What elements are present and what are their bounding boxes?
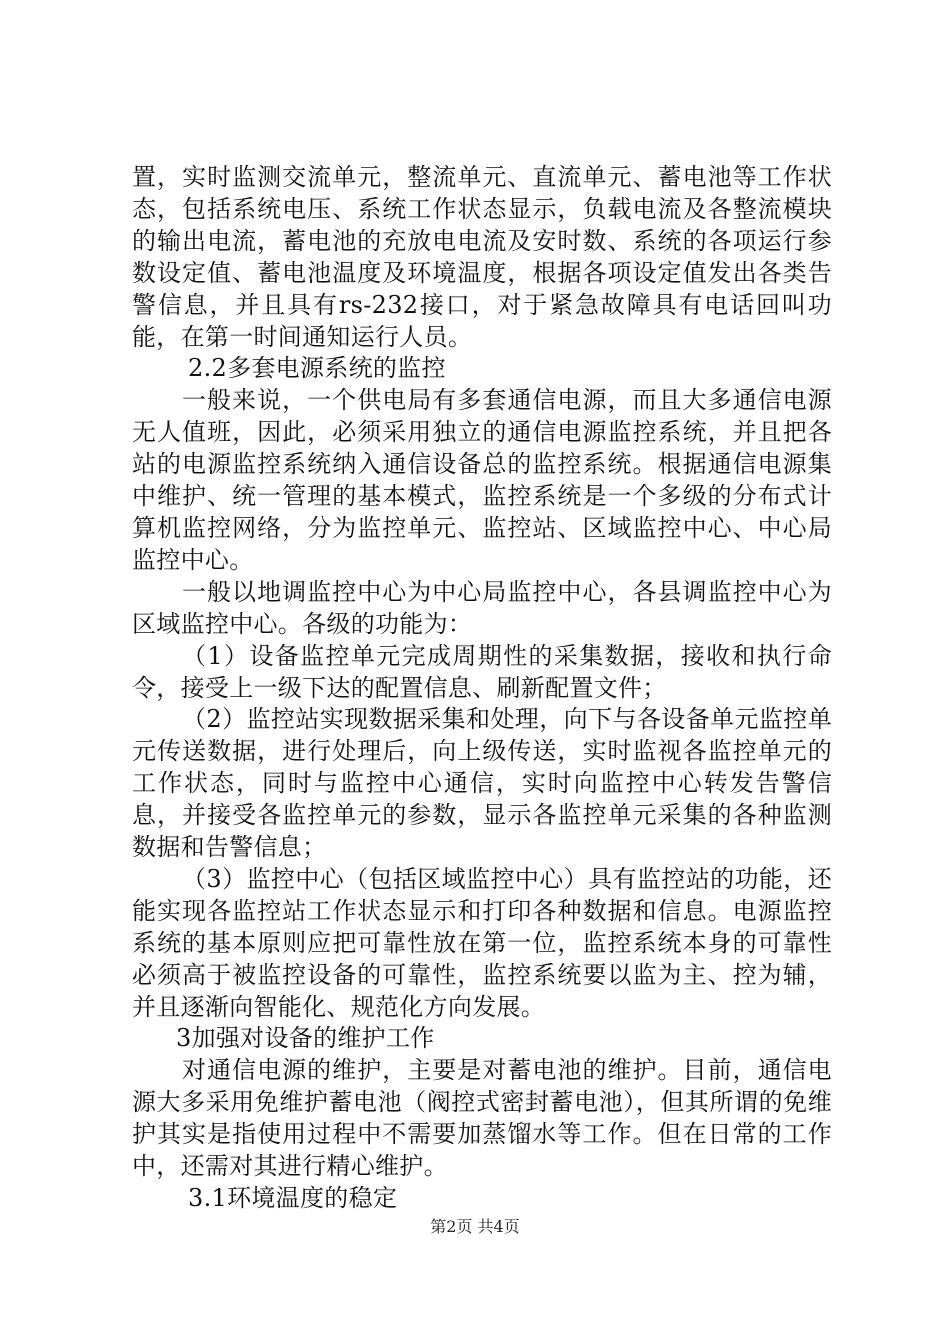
list-item: （1）设备监控单元完成周期性的采集数据，接收和执行命令，接受上一级下达的配置信息、刷新配置文件； bbox=[132, 641, 832, 702]
paragraph: 对通信电源的维护，主要是对蓄电池的维护。目前，通信电源大多采用免维护蓄电池（阀控式密封蓄电池），但其所谓的免维护其实是指使用过程中不需要加蒸馏水等工作。但在日常的工作中，还需对其进行精心维护。 bbox=[132, 1056, 832, 1181]
section-heading-3-1: 3.1环境温度的稳定 bbox=[188, 1184, 398, 1212]
page-number-footer: 第2页 共4页 bbox=[430, 1217, 520, 1236]
section-heading-3: 3加强对设备的维护工作 bbox=[176, 1024, 435, 1053]
section-heading-2-2: 2.2多套电源系统的监控 bbox=[188, 354, 446, 383]
paragraph-continued: 置，实时监测交流单元，整流单元、直流单元、蓄电池等工作状态，包括系统电压、系统工作状态显示，负载电流及各整流模块的输出电流，蓄电池的充放电电流及安时数、系统的各项运行参数设定值、蓄电池温度及环境温度，根据各项设定值发出各类告警信息，并且具有rs-232接口，对于紧急故障具有电话回叫功能，在第一时间通知运行人员。 bbox=[132, 163, 832, 351]
document-body bbox=[132, 162, 832, 1215]
paragraph: 一般来说，一个供电局有多套通信电源，而且大多通信电源无人值班，因此，必须采用独立的通信电源监控系统，并且把各站的电源监控系统纳入通信设备总的监控系统。根据通信电源集中维护、统一管理的基本模式，监控系统是一个多级的分布式计算机监控网络，分为监控单元、监控站、区域监控中心、中心局监控中心。 bbox=[132, 386, 832, 574]
list-item: （2）监控站实现数据采集和处理，向下与各设备单元监控单元传送数据，进行处理后，向上级传送，实时监视各监控单元的工作状态，同时与监控中心通信，实时向监控中心转发告警信息，并接受各监控单元的参数，显示各监控单元采集的各种监测数据和告警信息； bbox=[132, 705, 832, 862]
list-item: （3）监控中心（包括区域监控中心）具有监控站的功能，还能实现各监控站工作状态显示和打印各种数据和信息。电源监控系统的基本原则应把可靠性放在第一位，监控系统本身的可靠性必须高于被监控设备的可靠性，监控系统要以监为主、控为辅，并且逐渐向智能化、规范化方向发展。 bbox=[132, 864, 832, 1021]
paragraph: 一般以地调监控中心为中心局监控中心，各县调监控中心为区域监控中心。各级的功能为： bbox=[132, 577, 832, 638]
